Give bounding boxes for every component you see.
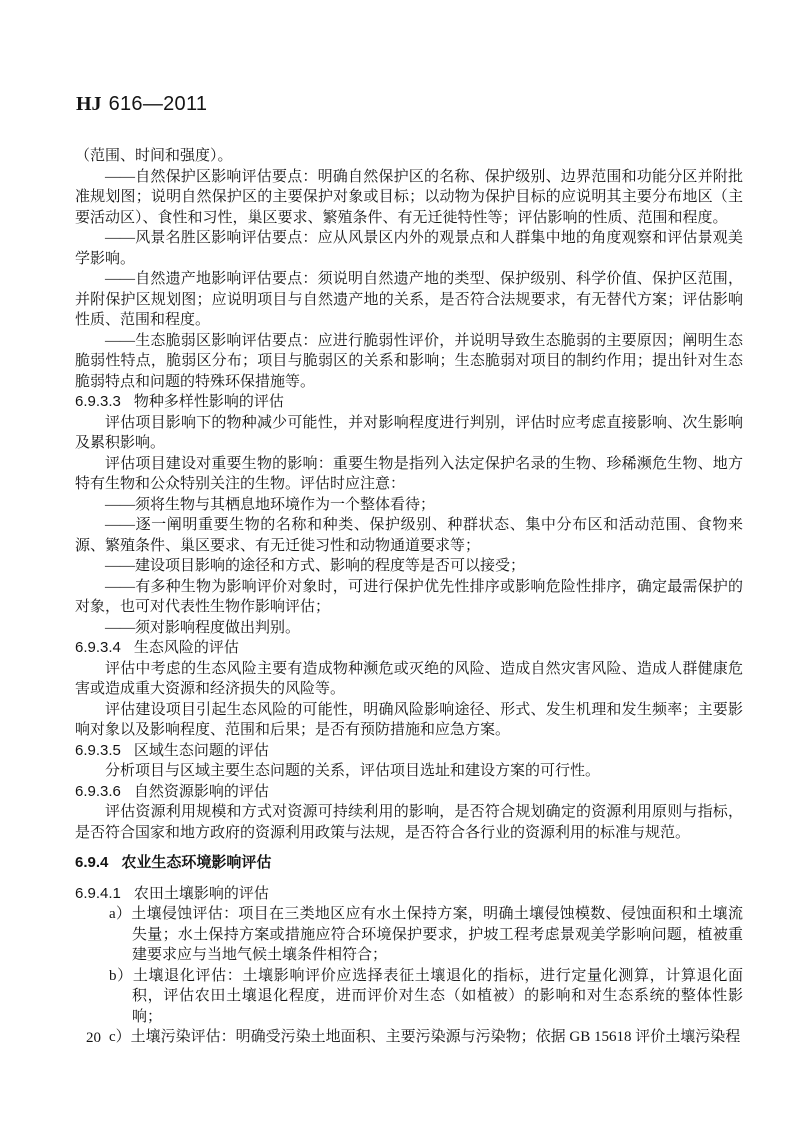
paragraph-resource-use: 评估资源利用规模和方式对资源可持续利用的影响，是否符合规划确定的资源利用原则与指标，是否符合国家和地方政府的资源利用政策与法规，是否符合各行业的资源利用的标准与规范。: [75, 804, 743, 841]
list-item-text: 土壤污染评估：明确受污染土地面积、主要污染源与污染物；依据 GB 15618 评价土壤污染程: [130, 1029, 741, 1045]
heading-number: 6.9.3.4: [75, 639, 121, 656]
item-impact-judgement: ——须对影响程度做出判别。: [105, 619, 301, 636]
heading-title: 物种多样性影响的评估: [133, 394, 284, 410]
item-natural-heritage: ——自然遗产地影响评估要点：须说明自然遗产地的类型、保护级别、科学价值、保护区范围，并附保护区规划图；应说明项目与自然遗产地的关系，是否符合法规要求，有无替代方案；评估影响性质、范围和程度。: [75, 271, 743, 328]
heading-title: 农田土壤影响的评估: [133, 885, 269, 902]
list-marker: b）: [109, 967, 133, 984]
standard-code-number: 616—2011: [108, 93, 208, 115]
heading-number: 6.9.4.1: [75, 884, 121, 902]
heading-title: 区域生态问题的评估: [133, 742, 269, 759]
heading-6-9-3-6: [75, 782, 743, 803]
heading-title: 生态风险的评估: [133, 640, 239, 656]
page-body: [75, 146, 743, 1048]
paragraph-risk-probability: 评估建设项目引起生态风险的可能性，明确风险影响途径、形式、发生机理和发生频率；主要影响对象以及影响程度、范围和后果；是否有预防措施和应急方案。: [75, 701, 743, 738]
item-scenic-area: ——风景名胜区影响评估要点：应从风景区内外的观景点和人群集中地的角度观察和评估景观美学影响。: [75, 230, 743, 267]
standard-code: [76, 92, 207, 116]
page-number: 20: [86, 1030, 101, 1046]
item-nature-reserve: ——自然保护区影响评估要点：明确自然保护区的名称、保护级别、边界范围和功能分区并附批准规划图；说明自然保护区的主要保护对象或目标；以动物为保护目标的应说明其主要分布地区（主要活动区）、食性和习性，巢区要求、繁殖条件、有无迁徙特性等；评估影响的性质、范围和程度。: [75, 168, 743, 226]
item-impact-acceptability: ——建设项目影响的途径和方式、影响的程度等是否可以接受；: [105, 558, 526, 574]
paragraph-important-species: 评估项目建设对重要生物的影响：重要生物是指列入法定保护名录的生物、珍稀濒危生物、地方特有生物和公众特别关注的生物。评估时应注意：: [75, 455, 743, 492]
heading-title: 自然资源影响的评估: [133, 783, 269, 800]
standard-code-prefix: HJ: [76, 93, 102, 115]
heading-number: 6.9.3.6: [75, 782, 121, 800]
list-marker: a）: [109, 906, 132, 922]
item-ecological-fragile-zone: ——生态脆弱区影响评估要点：应进行脆弱性评价，并说明导致生态脆弱的主要原因；阐明生态脆弱性特点，脆弱区分布；项目与脆弱区的关系和影响；生态脆弱对项目的制约作用；提出针对生态脆弱特点和问题的特殊环保措施等。: [75, 332, 743, 390]
list-item-soil-pollution: [75, 1027, 743, 1048]
paragraph-scope-continuation: （范围、时间和强度）。: [75, 148, 233, 164]
heading-6-9-3-5: [75, 741, 743, 762]
heading-number: 6.9.3.5: [75, 741, 121, 759]
heading-6-9-3-4: [75, 638, 743, 659]
heading-6-9-4: [75, 853, 743, 874]
paragraph-species-decline: 评估项目影响下的物种减少可能性，并对影响程度进行判别，评估时应考虑直接影响、次生影响及累积影响。: [75, 414, 743, 451]
list-item-soil-degradation: [75, 966, 743, 1028]
item-priority-ranking: ——有多种生物为影响评价对象时，可进行保护优先性排序或影响危险性排序，确定最需保护的对象，也可对代表性生物作影响评估；: [75, 578, 743, 615]
item-habitat-as-whole: ——须将生物与其栖息地环境作为一个整体看待；: [105, 496, 436, 513]
heading-6-9-3-3: [75, 392, 743, 413]
paragraph-regional-issues: 分析项目与区域主要生态问题的关系，评估项目选址和建设方案的可行性。: [105, 763, 601, 779]
item-species-details: ——逐一阐明重要生物的名称和种类、保护级别、种群状态、集中分布区和活动范围、食物来源、繁殖条件、巢区要求、有无迁徙习性和动物通道要求等；: [75, 517, 743, 554]
heading-number: 6.9.4: [75, 854, 109, 871]
heading-title: 农业生态环境影响评估: [121, 855, 272, 871]
heading-6-9-4-1: [75, 884, 743, 905]
paragraph-risk-types: 评估中考虑的生态风险主要有造成物种濒危或灭绝的风险、造成自然灾害风险、造成人群健康危害或造成重大资源和经济损失的风险等。: [75, 660, 743, 697]
heading-number: 6.9.3.3: [75, 393, 121, 410]
list-item-text: 土壤侵蚀评估：项目在三类地区应有水土保持方案，明确土壤侵蚀模数、侵蚀面积和土壤流失量；水土保持方案或措施应符合环境保护要求，护坡工程考虑景观美学影响问题，植被重建要求应与当地气候土壤条件相符合；: [131, 906, 743, 963]
list-item-soil-erosion: [75, 904, 743, 966]
list-item-text: 土壤退化评估：土壤影响评价应选择表征土壤退化的指标，进行定量化测算，计算退化面积，评估农田土壤退化程度，进而评价对生态（如植被）的影响和对生态系统的整体性影响；: [132, 967, 743, 1025]
list-marker: c）: [109, 1029, 131, 1045]
